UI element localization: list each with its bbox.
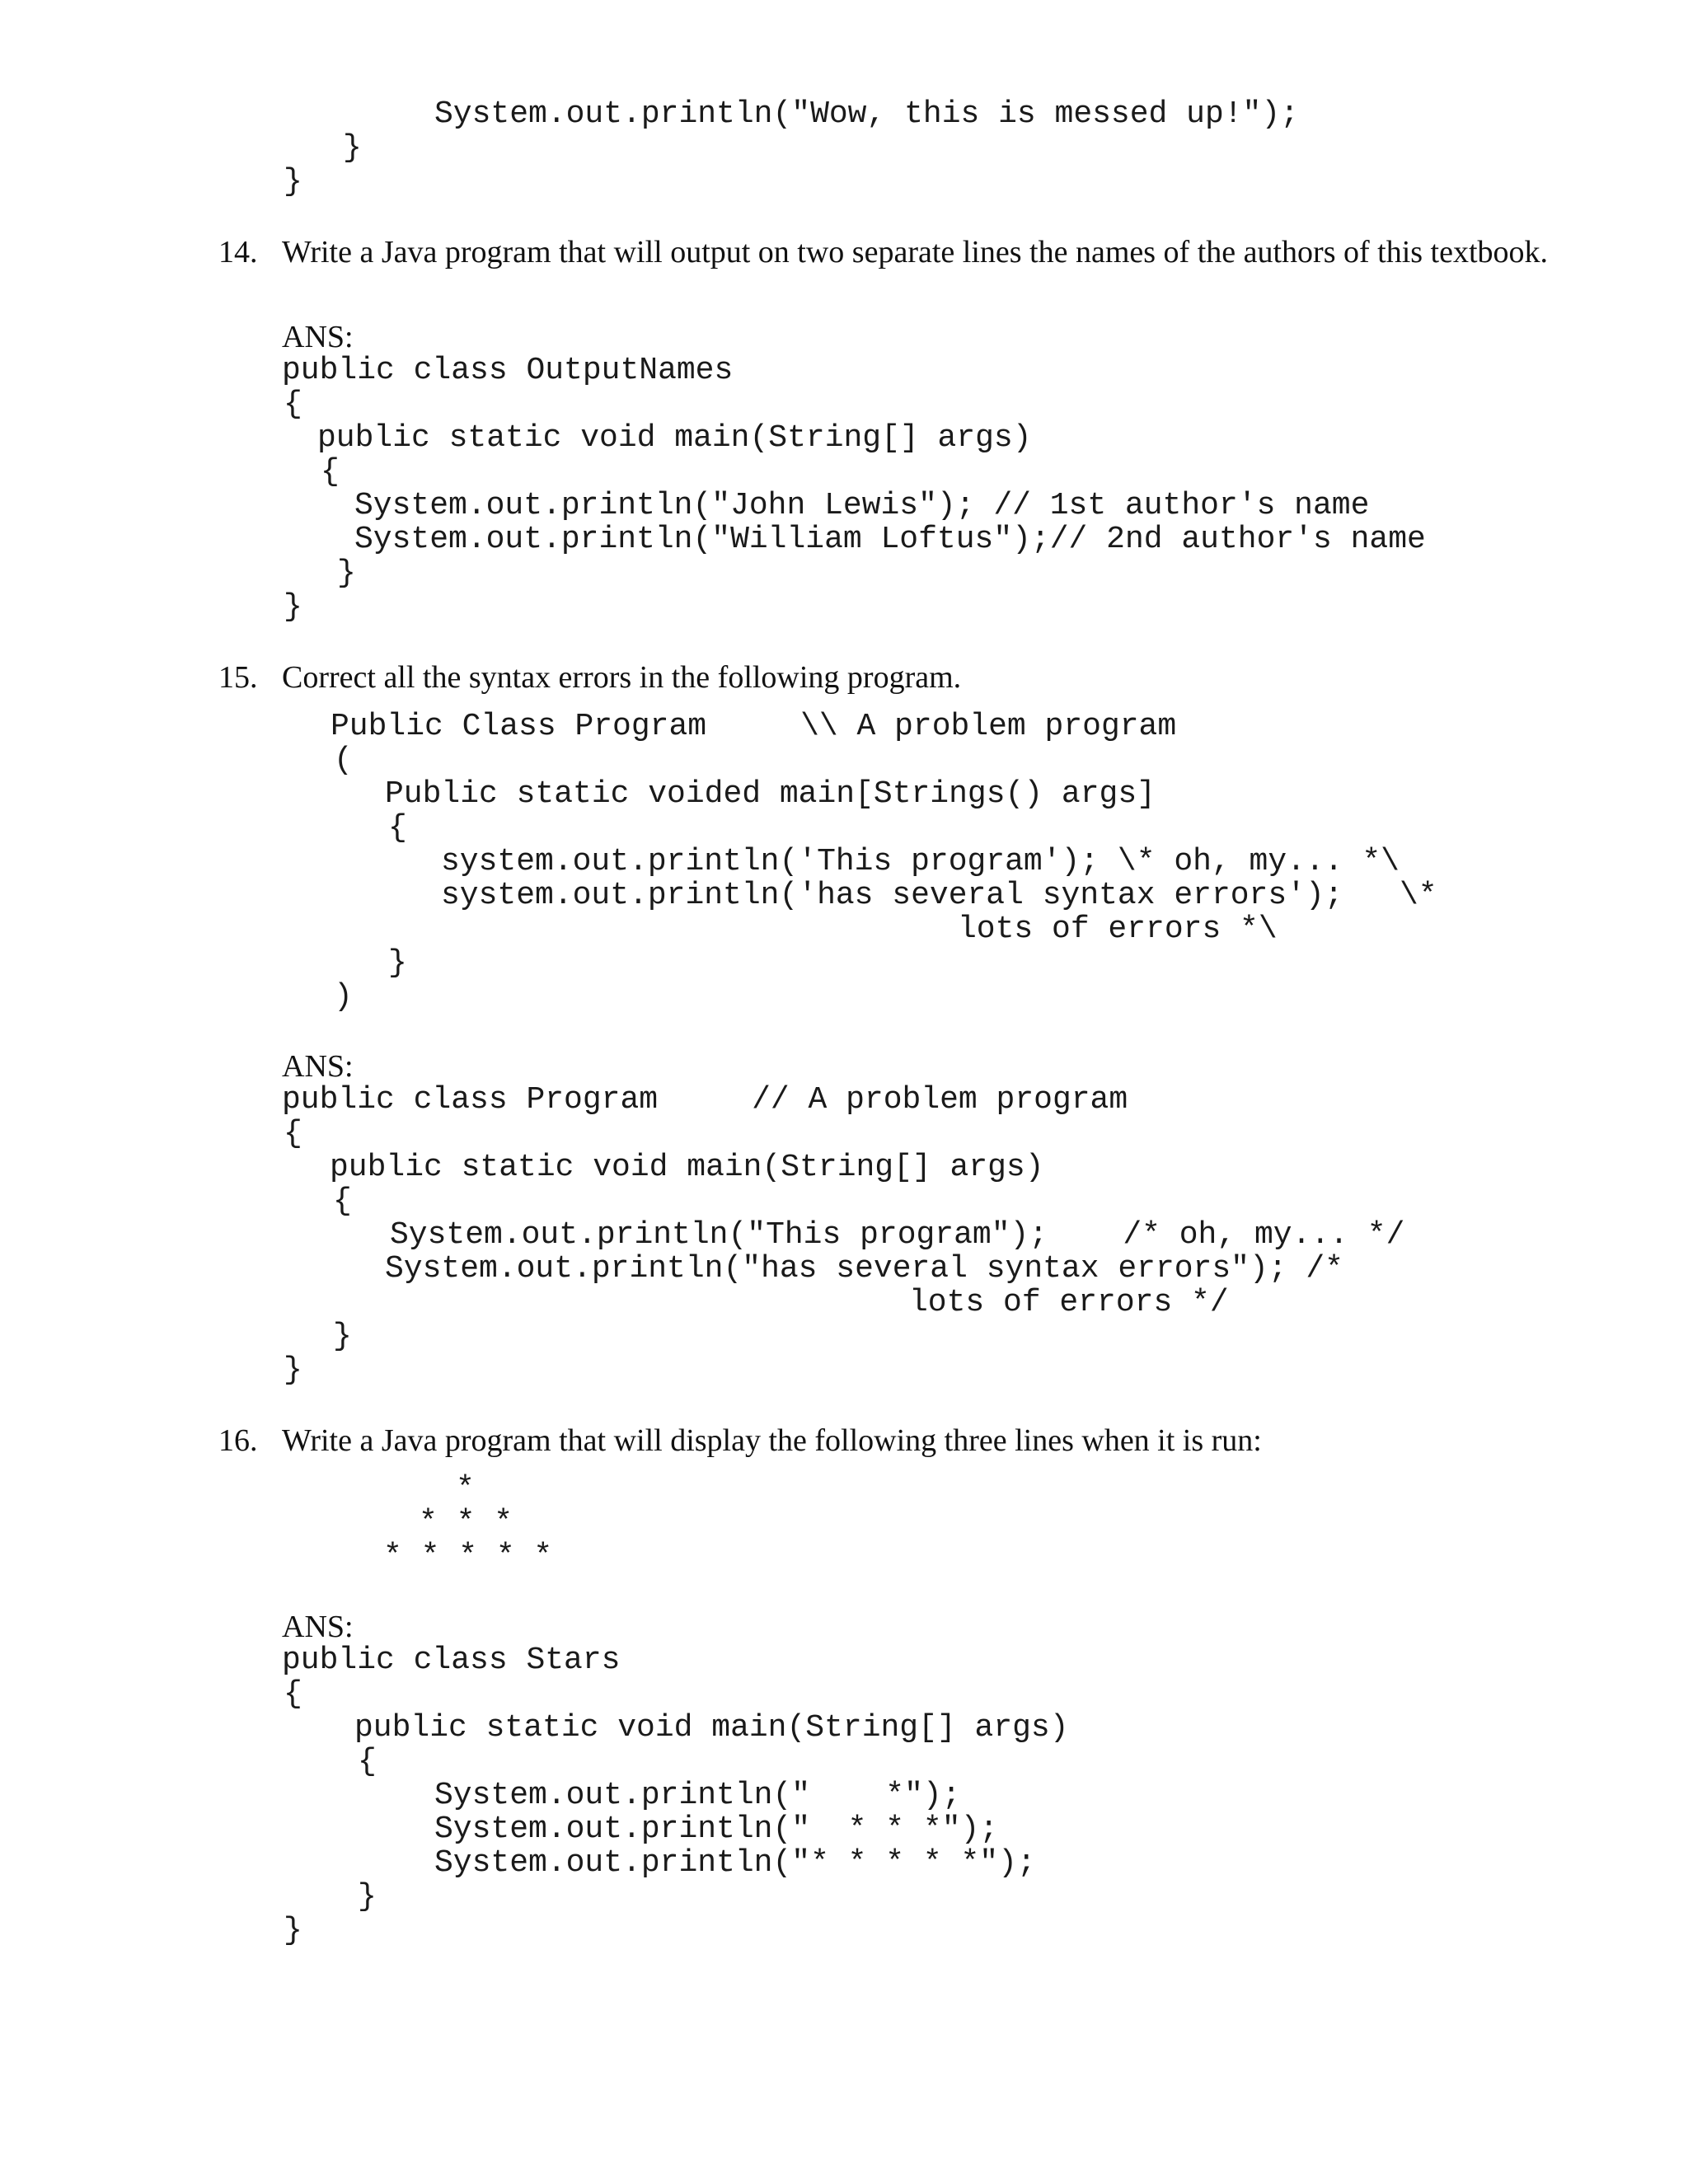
q14-code-line-2: { <box>284 387 302 422</box>
q15-problem-line-3: Public static voided main[Strings() args] <box>385 776 1156 812</box>
q15-answer-line-3: public static void main(String[] args) <box>330 1150 1044 1185</box>
q16-code-line-9: } <box>284 1913 302 1948</box>
q15-problem-line-5: system.out.println('This program'); \* oh, my... *\ <box>441 844 1400 879</box>
q15-answer-line-6: System.out.println("has several syntax errors"); /* <box>385 1251 1343 1286</box>
q15-answer-line-2: { <box>284 1116 302 1151</box>
question-16-number: 16. <box>218 1423 258 1458</box>
q14-code-line-3: public static void main(String[] args) <box>317 420 1032 456</box>
q15-answer-line-5: System.out.println("This program"); /* oh, my... */ <box>390 1217 1405 1253</box>
question-15-ans-label: ANS: <box>282 1049 354 1084</box>
q14-code-line-6: System.out.println("William Loftus");// 2nd author's name <box>354 522 1426 557</box>
q16-code-line-7: System.out.println("* * * * *"); <box>434 1845 1036 1881</box>
q16-code-line-1: public class Stars <box>282 1643 621 1678</box>
q15-answer-line-9: } <box>284 1352 302 1388</box>
question-14-ans-label: ANS: <box>282 320 354 354</box>
q16-code-line-6: System.out.println(" * * *"); <box>434 1811 999 1847</box>
prev-code-line-1: System.out.println("Wow, this is messed up!"); <box>434 96 1299 132</box>
q15-problem-line-9: ) <box>334 979 353 1015</box>
question-16-text: Write a Java program that will display the following three lines when it is run: <box>282 1423 1262 1458</box>
q16-code-line-4: { <box>358 1744 377 1779</box>
q15-problem-line-7: lots of errors *\ <box>958 912 1278 947</box>
q16-code-line-3: public static void main(String[] args) <box>354 1710 1069 1746</box>
prev-code-line-3: } <box>284 164 302 199</box>
question-15-number: 15. <box>218 660 258 695</box>
q14-code-line-1: public class OutputNames <box>282 353 734 388</box>
q16-code-line-5: System.out.println(" *"); <box>434 1778 961 1813</box>
q15-answer-line-8: } <box>333 1319 352 1354</box>
q15-answer-line-7: lots of errors */ <box>909 1285 1229 1320</box>
q16-stars-line-2: * * * <box>419 1505 513 1540</box>
prev-code-line-2: } <box>343 130 362 166</box>
q15-problem-line-2: ( <box>334 743 353 778</box>
q15-answer-line-4: { <box>333 1183 352 1219</box>
q15-problem-line-8: } <box>388 945 407 981</box>
question-16-ans-label: ANS: <box>282 1610 354 1644</box>
q15-problem-line-4: { <box>388 810 407 846</box>
question-14-text: Write a Java program that will output on two separate lines the names of the authors of this textbook. <box>282 235 1549 269</box>
q15-problem-line-6: system.out.println('has several syntax errors'); \* <box>441 878 1437 913</box>
q16-stars-line-3: * * * * * <box>383 1539 553 1574</box>
q14-code-line-8: } <box>284 589 302 625</box>
q16-stars-line-1: * <box>456 1471 475 1507</box>
q14-code-line-5: System.out.println("John Lewis"); // 1st author's name <box>354 488 1370 523</box>
q15-problem-line-1: Public Class Program \\ A problem program <box>331 709 1177 744</box>
q14-code-line-7: } <box>337 555 356 591</box>
q14-code-line-4: { <box>321 454 340 490</box>
question-15-text: Correct all the syntax errors in the following program. <box>282 660 962 695</box>
q16-code-line-2: { <box>284 1676 302 1712</box>
question-14-number: 14. <box>218 235 258 269</box>
q15-answer-line-1: public class Program // A problem program <box>282 1082 1128 1118</box>
q16-code-line-8: } <box>358 1879 377 1915</box>
